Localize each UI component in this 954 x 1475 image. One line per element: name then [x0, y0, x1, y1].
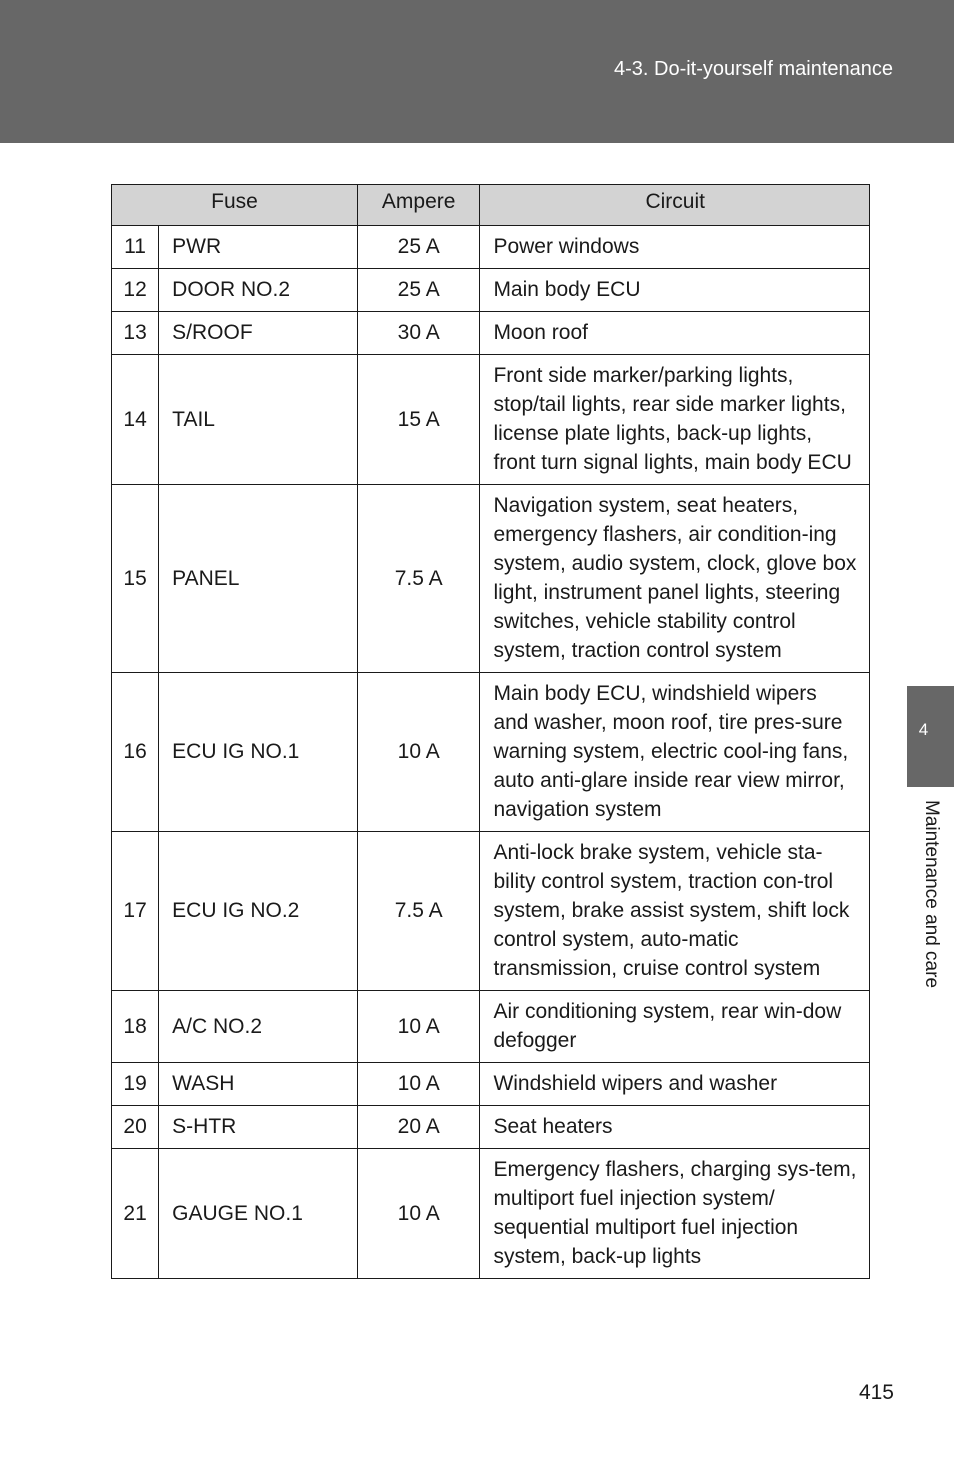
header-circuit: Circuit [480, 185, 870, 226]
fuse-ampere: 10 A [357, 673, 479, 832]
page-number: 415 [858, 1381, 894, 1404]
chapter-number: 4 [918, 720, 929, 739]
section-title: 4-3. Do-it-yourself maintenance [613, 58, 893, 80]
table-row [112, 991, 870, 1063]
fuse-name: ECU IG NO.1 [159, 673, 358, 832]
fuse-name: S/ROOF [159, 312, 358, 355]
header-fuse: Fuse [112, 185, 358, 226]
fuse-circuit: Moon roof [480, 312, 870, 355]
fuse-circuit: Emergency flashers, charging sys-tem, multiport fuel injection system/ sequential multiport fuel injection system, back-up lights [480, 1149, 870, 1279]
table-row [112, 673, 870, 832]
fuse-circuit: Main body ECU, windshield wipers and washer, moon roof, tire pres-sure warning system, electric cool-ing fans, auto anti-glare inside rear view mirror, navigation system [480, 673, 870, 832]
fuse-name: A/C NO.2 [159, 991, 358, 1063]
chapter-label: Maintenance and care [921, 800, 942, 989]
fuse-ampere: 7.5 A [357, 832, 479, 991]
fuse-name: PWR [159, 226, 358, 269]
fuse-number: 21 [112, 1149, 159, 1279]
fuse-number: 11 [112, 226, 159, 269]
fuse-number: 19 [112, 1063, 159, 1106]
fuse-name: WASH [159, 1063, 358, 1106]
fuse-ampere: 25 A [357, 226, 479, 269]
fuse-circuit: Air conditioning system, rear win-dow defogger [480, 991, 870, 1063]
table-row [112, 1149, 870, 1279]
fuse-circuit: Navigation system, seat heaters, emergency flashers, air condition-ing system, audio system, clock, glove box light, instrument panel lights, steering switches, vehicle stability control system, traction control system [480, 485, 870, 673]
fuse-name: TAIL [159, 355, 358, 485]
fuse-circuit: Anti-lock brake system, vehicle sta-bility control system, traction con-trol system, brake assist system, shift lock control system, auto-matic transmission, cruise control system [480, 832, 870, 991]
fuse-number: 17 [112, 832, 159, 991]
fuse-name: ECU IG NO.2 [159, 832, 358, 991]
fuse-number: 12 [112, 269, 159, 312]
fuse-ampere: 15 A [357, 355, 479, 485]
header-band [0, 0, 954, 143]
fuse-circuit: Front side marker/parking lights, stop/tail lights, rear side marker lights, license plate lights, back-up lights, front turn signal lights, main body ECU [480, 355, 870, 485]
fuse-circuit: Power windows [480, 226, 870, 269]
fuse-ampere: 25 A [357, 269, 479, 312]
table-row [112, 1106, 870, 1149]
fuse-circuit: Seat heaters [480, 1106, 870, 1149]
fuse-number: 18 [112, 991, 159, 1063]
header-ampere: Ampere [357, 185, 479, 226]
table-row [112, 226, 870, 269]
fuse-number: 15 [112, 485, 159, 673]
fuse-number: 14 [112, 355, 159, 485]
table-header-row [112, 185, 870, 226]
fuse-ampere: 10 A [357, 1063, 479, 1106]
fuse-circuit: Main body ECU [480, 269, 870, 312]
fuse-table [111, 184, 870, 1279]
fuse-name: PANEL [159, 485, 358, 673]
table-row [112, 312, 870, 355]
fuse-number: 13 [112, 312, 159, 355]
table-row [112, 485, 870, 673]
fuse-name: GAUGE NO.1 [159, 1149, 358, 1279]
table-row [112, 269, 870, 312]
table-row [112, 355, 870, 485]
fuse-ampere: 10 A [357, 991, 479, 1063]
fuse-ampere: 20 A [357, 1106, 479, 1149]
fuse-ampere: 7.5 A [357, 485, 479, 673]
fuse-name: S-HTR [159, 1106, 358, 1149]
fuse-ampere: 30 A [357, 312, 479, 355]
fuse-ampere: 10 A [357, 1149, 479, 1279]
chapter-tab[interactable] [907, 686, 954, 787]
fuse-name: DOOR NO.2 [159, 269, 358, 312]
fuse-rows [112, 226, 870, 1279]
fuse-number: 16 [112, 673, 159, 832]
fuse-circuit: Windshield wipers and washer [480, 1063, 870, 1106]
table-row [112, 1063, 870, 1106]
table-row [112, 832, 870, 991]
fuse-number: 20 [112, 1106, 159, 1149]
